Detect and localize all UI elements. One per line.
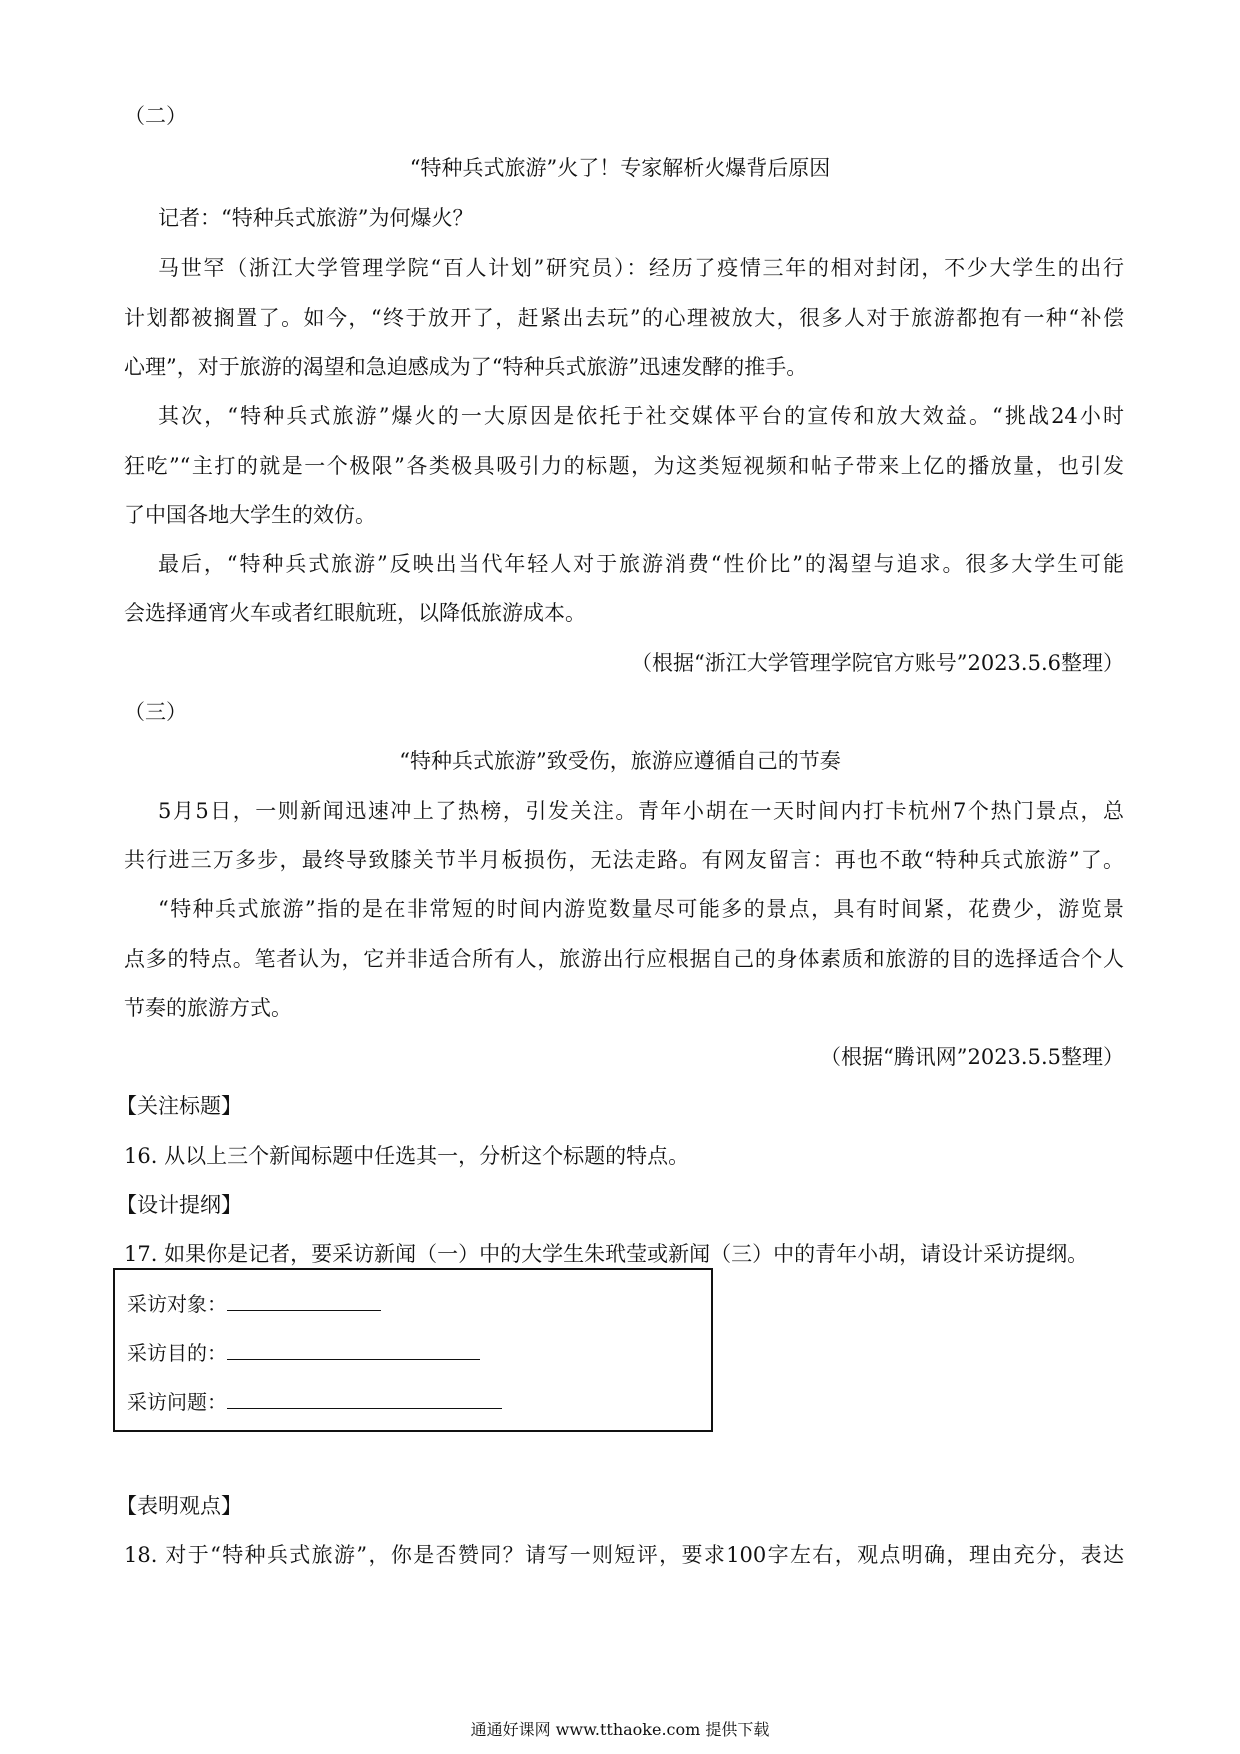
- q18-heading: 【表明观点】: [116, 1494, 242, 1518]
- interview-outline-box: [113, 1268, 713, 1432]
- paragraph-line: 记者：“特种兵式旅游”为何爆火？: [158, 206, 474, 230]
- q18-question: 18. 对于“特种兵式旅游”，你是否赞同？请写一则短评，要求100字左右，观点明确，理由充分，表达: [124, 1543, 1124, 1567]
- paragraph-line: 狂吃”“主打的就是一个极限”各类极具吸引力的标题，为这类短视频和帖子带来上亿的播放量，也引发: [124, 454, 1124, 478]
- q16-heading: 【关注标题】: [116, 1094, 242, 1118]
- interview-subject-blank[interactable]: [227, 1288, 381, 1311]
- paragraph-line: 其次，“特种兵式旅游”爆火的一大原因是依托于社交媒体平台的宣传和放大效益。“挑战24小时: [158, 404, 1124, 428]
- paragraph-line: “特种兵式旅游”指的是在非常短的时间内游览数量尽可能多的景点，具有时间紧，花费少，游览景: [158, 897, 1124, 921]
- interview-questions-blank[interactable]: [227, 1386, 502, 1409]
- q16-question: 16. 从以上三个新闻标题中任选其一，分析这个标题的特点。: [124, 1144, 690, 1168]
- paragraph-line: 马世罕（浙江大学管理学院“百人计划”研究员）：经历了疫情三年的相对封闭，不少大学生的出行: [158, 256, 1124, 280]
- interview-questions-label: 采访问题：: [127, 1390, 227, 1414]
- q17-question: 17. 如果你是记者，要采访新闻（一）中的大学生朱玳莹或新闻（三）中的青年小胡，请设计采访提纲。: [124, 1242, 1089, 1266]
- paragraph-line: 节奏的旅游方式。: [124, 996, 292, 1020]
- paragraph-line: 共行进三万多步，最终导致膝关节半月板损伤，无法走路。有网友留言：再也不敢“特种兵式旅游”了。: [124, 848, 1124, 872]
- section-2-label: （二）: [124, 104, 187, 128]
- interview-questions-field[interactable]: [127, 1386, 502, 1417]
- section-3-title: “特种兵式旅游”致受伤，旅游应遵循自己的节奏: [399, 749, 841, 773]
- paragraph-line: 点多的特点。笔者认为，它并非适合所有人，旅游出行应根据自己的身体素质和旅游的目的选择适合个人: [124, 947, 1124, 971]
- paragraph-line: 会选择通宵火车或者红眼航班，以降低旅游成本。: [124, 601, 586, 625]
- paragraph-line: 计划都被搁置了。如今，“终于放开了，赶紧出去玩”的心理被放大，很多人对于旅游都抱有一种“补偿: [124, 306, 1124, 330]
- section-3-label: （三）: [124, 700, 187, 724]
- interview-subject-label: 采访对象：: [127, 1292, 227, 1316]
- interview-purpose-label: 采访目的：: [127, 1341, 227, 1365]
- paragraph-line: 最后，“特种兵式旅游”反映出当代年轻人对于旅游消费“性价比”的渴望与追求。很多大学生可能: [158, 552, 1124, 576]
- interview-purpose-blank[interactable]: [227, 1337, 480, 1360]
- source-citation: （根据“腾讯网”2023.5.5整理）: [820, 1045, 1124, 1069]
- interview-subject-field[interactable]: [127, 1288, 381, 1319]
- paragraph-line: 5月5日，一则新闻迅速冲上了热榜，引发关注。青年小胡在一天时间内打卡杭州7个热门景点，总: [158, 799, 1124, 823]
- section-2-title: “特种兵式旅游”火了！专家解析火爆背后原因: [409, 156, 831, 180]
- paragraph-line: 心理”，对于旅游的渴望和急迫感成为了“特种兵式旅游”迅速发酵的推手。: [124, 355, 808, 379]
- paragraph-line: 了中国各地大学生的效仿。: [124, 503, 376, 527]
- q17-heading: 【设计提纲】: [116, 1193, 242, 1217]
- interview-purpose-field[interactable]: [127, 1337, 480, 1368]
- source-citation: （根据“浙江大学管理学院官方账号”2023.5.6整理）: [631, 651, 1124, 675]
- footer-watermark: 通通好课网 www.tthaoke.com 提供下载: [470, 1720, 770, 1739]
